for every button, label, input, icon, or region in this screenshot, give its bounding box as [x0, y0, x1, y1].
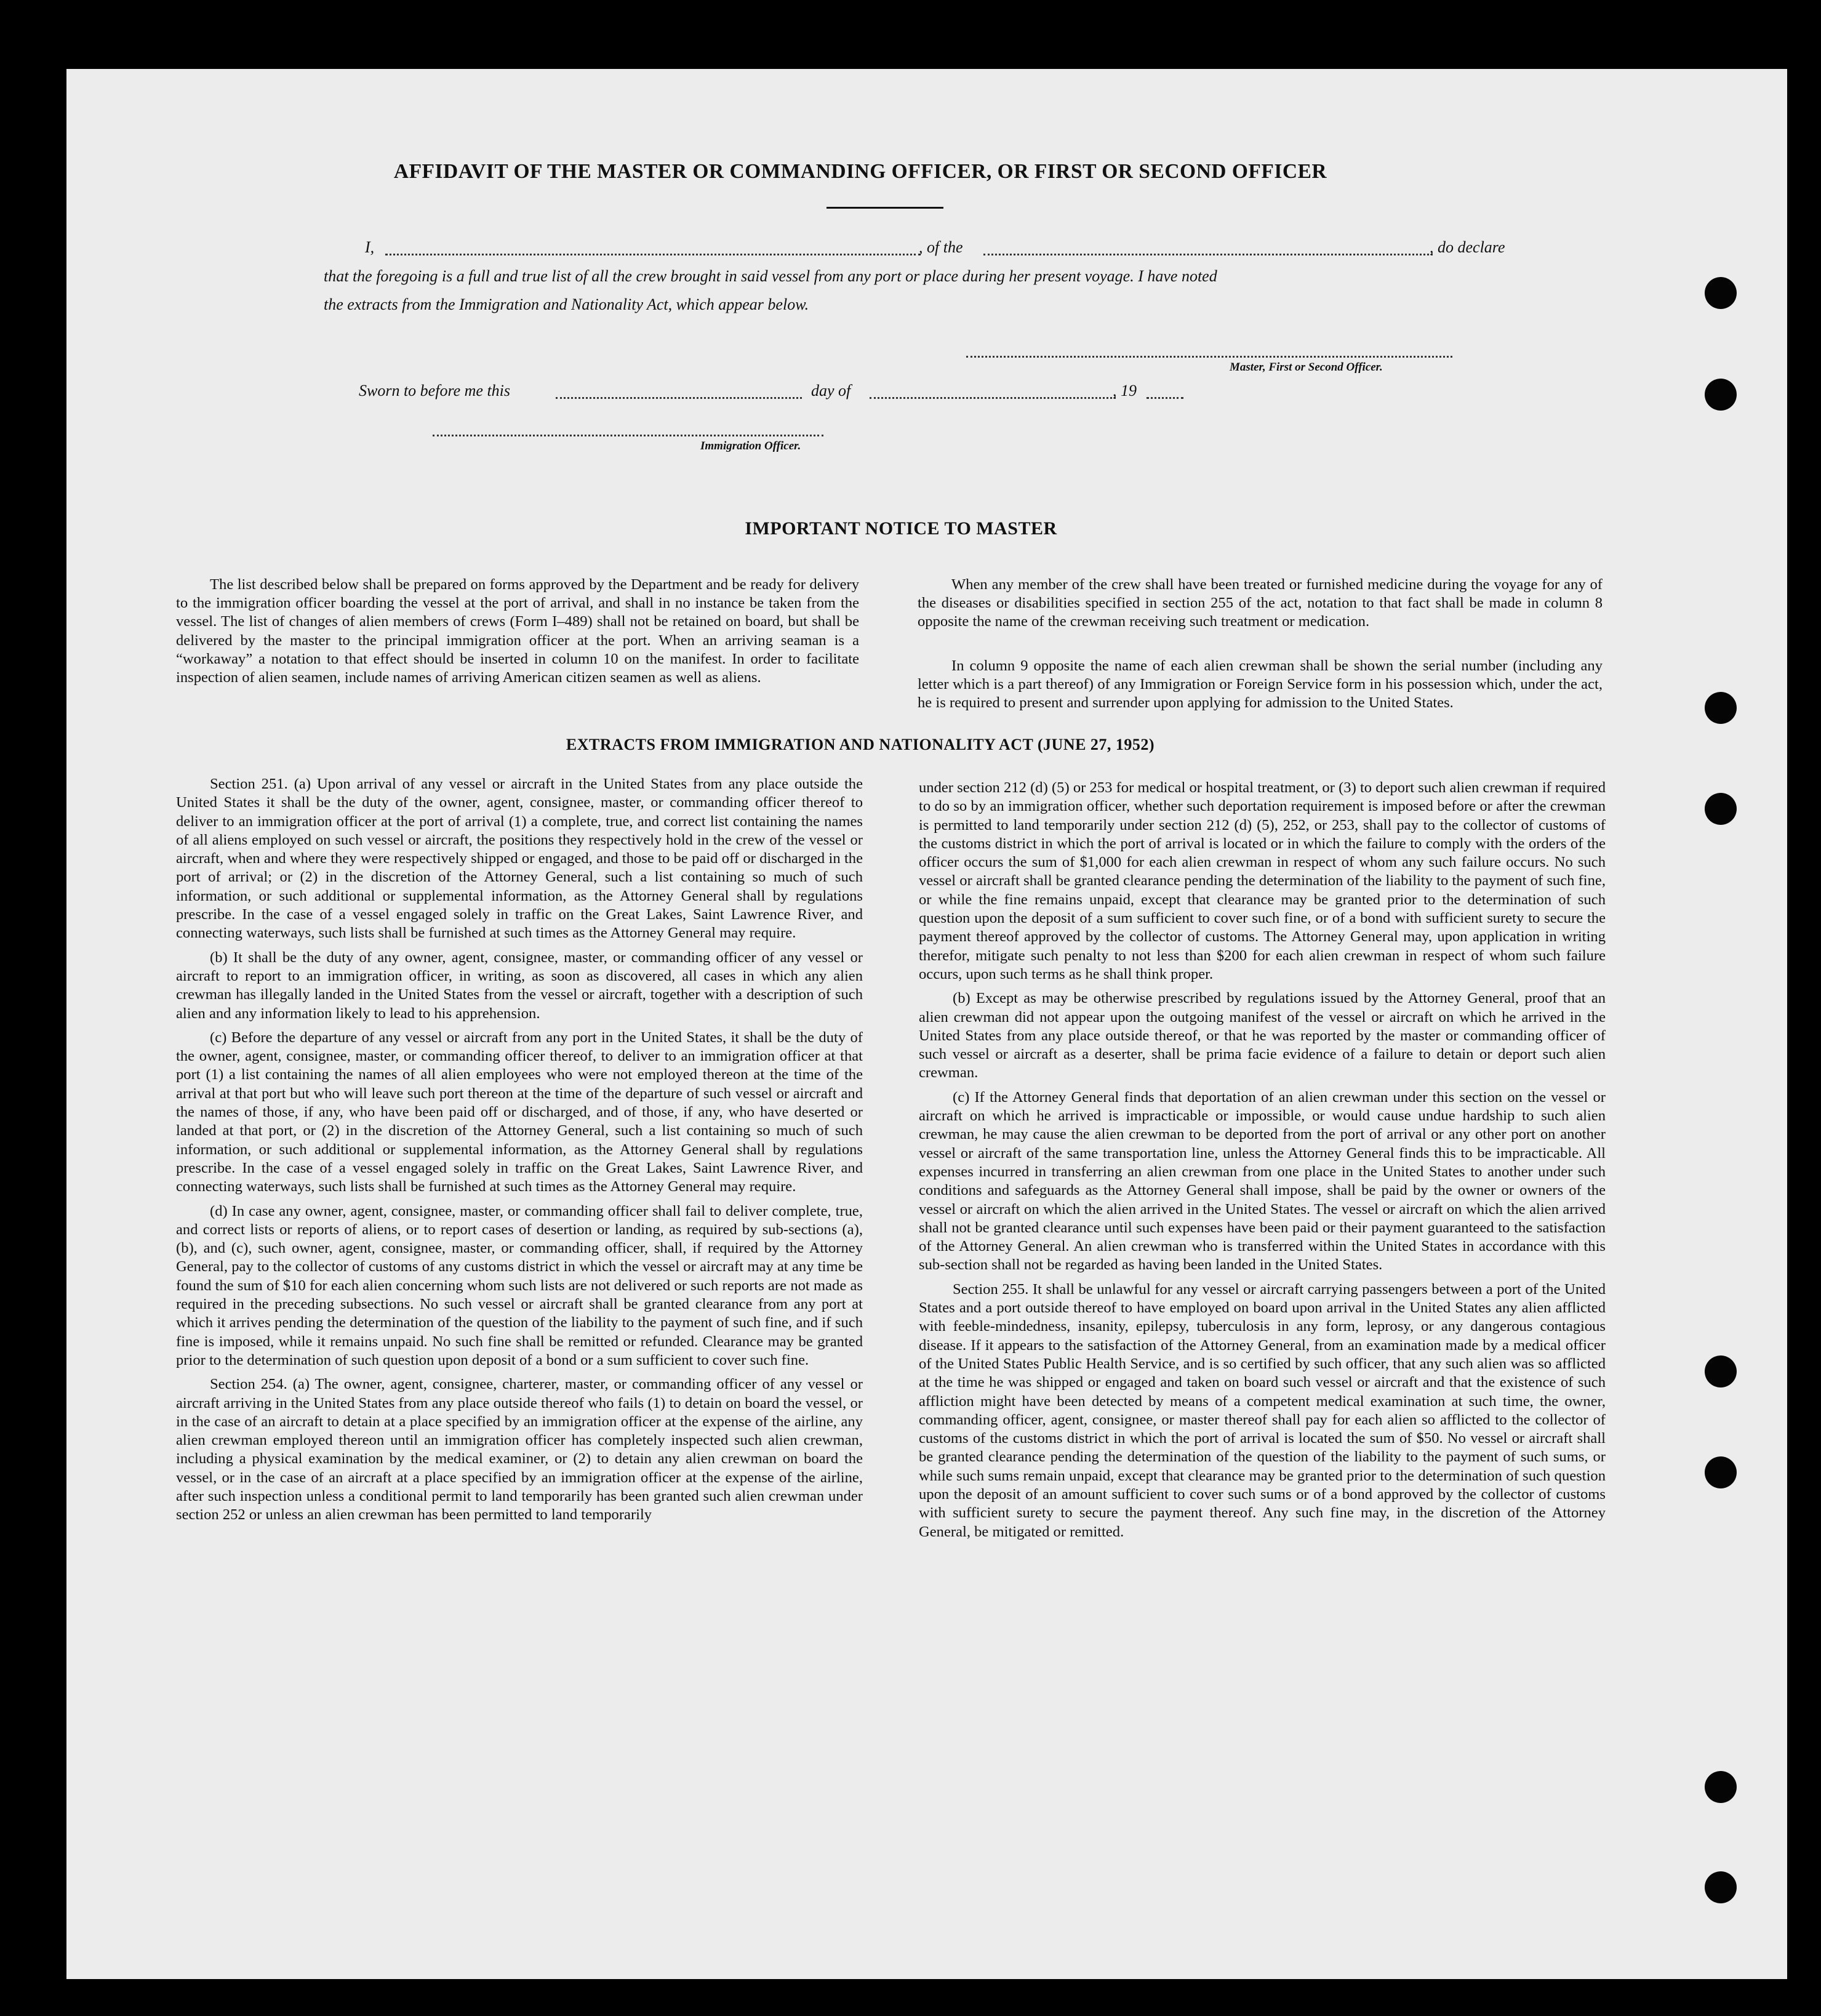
sworn-day-of: day of [811, 382, 851, 400]
section-251-b: (b) It shall be the duty of any owner, agent, consignee, master, or commanding officer of any vessel or aircraft to report to an immigration officer, in writing, as soon as discovered, all cases in which any alien crewman has illegally landed in the United States from the vessel or aircraft, together with a description of such alien and any information likely to lead to his apprehension. [176, 949, 863, 1022]
declare-line-i: I, [365, 238, 375, 256]
vessel-field-line [983, 254, 1433, 255]
extracts-title: EXTRACTS FROM IMMIGRATION AND NATIONALITY ACT (JUNE 27, 1952) [566, 736, 1155, 753]
section-251-a: Section 251. (a) Upon arrival of any vessel or aircraft in the United States from any place outside the United States it shall be the duty of the owner, agent, consignee, master, or commanding officer thereof to deliver to an immigration officer at the port of arrival (1) a complete, true, and correct list containing the names of all aliens employed on such vessel or aircraft, the positions they respectively hold in the crew of the vessel or aircraft, when and where they were respectively shipped or engaged, and those to be paid off or discharged in the port of arrival; or (2) in the discretion of the Attorney General, such a list containing so much of such information, or such additional or supplemental information, as the Attorney General shall by regulations prescribe. In the case of a vessel engaged solely in traffic on the Great Lakes, Saint Lawrence River, and connecting waterways, such lists shall be furnished at such times as the Attorney General may require. [176, 776, 863, 942]
section-251-d: (d) In case any owner, agent, consignee, master, or commanding officer shall fail to deliver complete, true, and correct lists or reports of aliens, or to report cases of desertion or landing, as required by sub-sections (a), (b), and (c), such owner, agent, consignee, master, or commanding officer, shall, if required by the Attorney General, pay to the collector of customs of any customs district in which the vessel or aircraft may at any time be found the sum of $10 for each alien concerning whom such lists are not delivered or such reports are not made as required in the preceding subsections. No such vessel or aircraft shall be granted clearance from any port at which it arrives pending the determination of the question of the liability to the payment of such fine, and if such fine is imposed, while it remains unpaid. No such fine shall be remitted or refunded. Clearance may be granted prior to the determination of such question upon deposit of a bond or a sum sufficient to cover such fine. [176, 1202, 863, 1368]
declare-line-2: that the foregoing is a full and true list of all the crew brought in said vessel from any port or place during her present voyage. I have noted [324, 267, 1217, 285]
section-254-c: (c) If the Attorney General finds that deportation of an alien crewman under this section on the vessel or aircraft on which he arrived is impracticable or impossible, or would cause undue hardship to such alien crewman, he may cause the alien crewman to be deported from the port of arrival or any other port on another vessel or aircraft of the same transportation line, unless the Attorney General finds this to be impracticable. All expenses incurred in transferring an alien crewman from one place in the United States to another under such conditions and safeguards as the Attorney General shall impose, shall be paid by the owner or owners of the vessel or aircraft on which the alien arrived in the United States. The vessel or aircraft on which the alien arrived shall not be granted clearance until such expenses have been paid or their payment guaranteed to the satisfaction of the Attorney General. An alien crewman who is transferred within the United States in accordance with this sub-section shall not be regarded as having been landed in the United States. [919, 1088, 1606, 1274]
punch-hole [1705, 1355, 1737, 1388]
punch-hole [1705, 277, 1737, 309]
sworn-year: , 19 [1113, 382, 1137, 400]
declare-line-of-the: , of the [919, 238, 963, 256]
master-caption: Master, First or Second Officer. [1230, 361, 1383, 374]
extracts-left-column [176, 775, 863, 1530]
declare-line-do-declare: , do declare [1430, 238, 1505, 256]
extracts-right-column [919, 779, 1606, 1547]
section-254-b: (b) Except as may be otherwise prescribed by regulations issued by the Attorney General, proof that an alien crewman did not appear upon the outgoing manifest of the vessel or aircraft on which he arrived in the United States from any place outside thereof, or that he was reported by the master or commanding officer of such vessel or aircraft as a deserter, shall be prima facie evidence of a failure to detain or deport such alien crewman. [919, 990, 1606, 1082]
notice-title: IMPORTANT NOTICE TO MASTER [745, 518, 1057, 539]
punch-hole [1705, 1771, 1737, 1803]
notice-left-paragraph: The list described below shall be prepared on forms approved by the Department and be ready for delivery to the immigration officer boarding the vessel at the port of arrival, and shall in no instance be taken from the vessel. The list of changes of alien members of crews (Form I–489) shall not be retained on board, but shall be delivered by the master to the principal immigration officer at the port. When an arriving seaman is a “workaway” a notation to that effect should be inserted in column 10 on the manifest. In order to facilitate inspection of alien seamen, include names of arriving American citizen seamen as well as aliens. [176, 576, 859, 686]
section-255: Section 255. It shall be unlawful for any vessel or aircraft carrying passengers between a port of the United States and a port outside thereof to have employed on board upon arrival in the United States any alien afflicted with feeble-mindedness, insanity, epilepsy, tuberculosis in any form, leprosy, or any dangerous contagious disease. If it appears to the satisfaction of the Attorney General, from an examination made by a medical officer of the United States Public Health Service, and is so certified by such officer, that any such alien was so afflicted at the time he was shipped or engaged and taken on board such vessel or aircraft and that the existence of such affliction might have been detected by means of a competent medical examination at such time, the owner, commanding officer, agent, consignee, or master thereof shall pay for each alien so afflicted to the collector of customs of the customs district in which the port of arrival is located the sum of $50. No vessel or aircraft shall be granted clearance pending the determination of the question of the liability to the payment of such sums, or while such sums remain unpaid, except that clearance may be granted prior to the determination of such question upon the deposit of an amount sufficient to cover such sums or of a bond approved by the collector of customs with sufficient surety to secure the payment thereof. Any such fine may, in the discretion of the Attorney General, be mitigated or remitted. [919, 1280, 1606, 1540]
sworn-month-line [870, 397, 1116, 399]
punch-hole [1705, 1456, 1737, 1488]
punch-hole [1705, 692, 1737, 724]
immigration-officer-line [433, 435, 823, 436]
document-page [66, 69, 1787, 1979]
title-rule [826, 207, 943, 209]
section-254-a-continued: under section 212 (d) (5) or 253 for medical or hospital treatment, or (3) to deport such alien crewman if required to do so by an immigration officer, whether such deportation requirement is imposed before or after the crewman is permitted to land temporarily under section 212 (d) (5), 252, or 253, shall pay to the collector of customs of the customs district in which the port of arrival is located or in which the failure to comply with the orders of the officer occurs the sum of $1,000 for each alien crewman in respect of whom any such failure occurs. No such vessel or aircraft shall be granted clearance pending the determination of the liability to the payment of such fine, or while the fine remains unpaid, except that clearance may be granted prior to the determination of such question upon the deposit of a sum sufficient to cover such fine, or of a bond with sufficient surety to secure the payment thereof approved by the collector of customs. The Attorney General may, upon application in writing therefor, mitigate such penalty to not less than $200 for each alien crewman in respect of whom such failure occurs, upon such terms as he shall think proper. [919, 779, 1606, 982]
sworn-prefix: Sworn to before me this [359, 382, 511, 400]
punch-hole [1705, 1871, 1737, 1903]
punch-hole [1705, 379, 1737, 411]
immigration-caption: Immigration Officer. [700, 440, 801, 452]
name-field-line [385, 254, 921, 255]
section-251-c: (c) Before the departure of any vessel or aircraft from any port in the United States, it shall be the duty of the owner, agent, consignee, master, or commanding officer thereof, to deliver to an immigration officer at that port (1) a list containing the names of all alien employees who were not employed thereon at the time of the arrival at that port but who will leave such port thereon at the time of the departure of such vessel or aircraft and the names of those, if any, who have been paid off or discharged, and of those, if any, who have deserted or landed at that port, or (2) in the discretion of the Attorney General, such a list containing so much of such information, or such additional or supplemental information, as the Attorney General shall by regulations prescribe. In the case of a vessel engaged solely in traffic on the Great Lakes, Saint Lawrence River, and connecting waterways, such lists shall be furnished at such times as the Attorney General may require. [176, 1029, 863, 1195]
affidavit-title: AFFIDAVIT OF THE MASTER OR COMMANDING OFFICER, OR FIRST OR SECOND OFFICER [393, 160, 1327, 183]
punch-hole [1705, 793, 1737, 825]
declare-line-3: the extracts from the Immigration and Nationality Act, which appear below. [324, 295, 809, 313]
sworn-day-line [556, 397, 802, 399]
section-254-a: Section 254. (a) The owner, agent, consignee, charterer, master, or commanding officer of any vessel or aircraft arriving in the United States from any place outside thereof who fails (1) to detain on board the vessel, or in the case of an aircraft to detain at a place specified by an immigration officer at the expense of the airline, any alien crewman employed thereon until an immigration officer has completely inspected such alien crewman, including a physical examination by the medical examiner, or (2) to detain any alien crewman on board the vessel, or in the case of an aircraft at a place specified by an immigration officer at the expense of the airline, after such inspection unless a conditional permit to land temporarily has been granted such alien crewman under section 252 or unless an alien crewman has been permitted to land temporarily [176, 1376, 863, 1524]
sworn-year-line [1147, 397, 1183, 399]
master-signature-line [966, 356, 1452, 358]
notice-right-paragraph-2: In column 9 opposite the name of each alien crewman shall be shown the serial number (including any letter which is a part thereof) of any Immigration or Foreign Service form in his possession which, under the act, he is required to present and surrender upon applying for admission to the United States. [918, 657, 1603, 712]
notice-right-paragraph-1: When any member of the crew shall have been treated or furnished medicine during the voyage for any of the diseases or disabilities specified in section 255 of the act, notation to that fact shall be made in column 8 opposite the name of the crewman receiving such treatment or medication. [918, 576, 1603, 630]
